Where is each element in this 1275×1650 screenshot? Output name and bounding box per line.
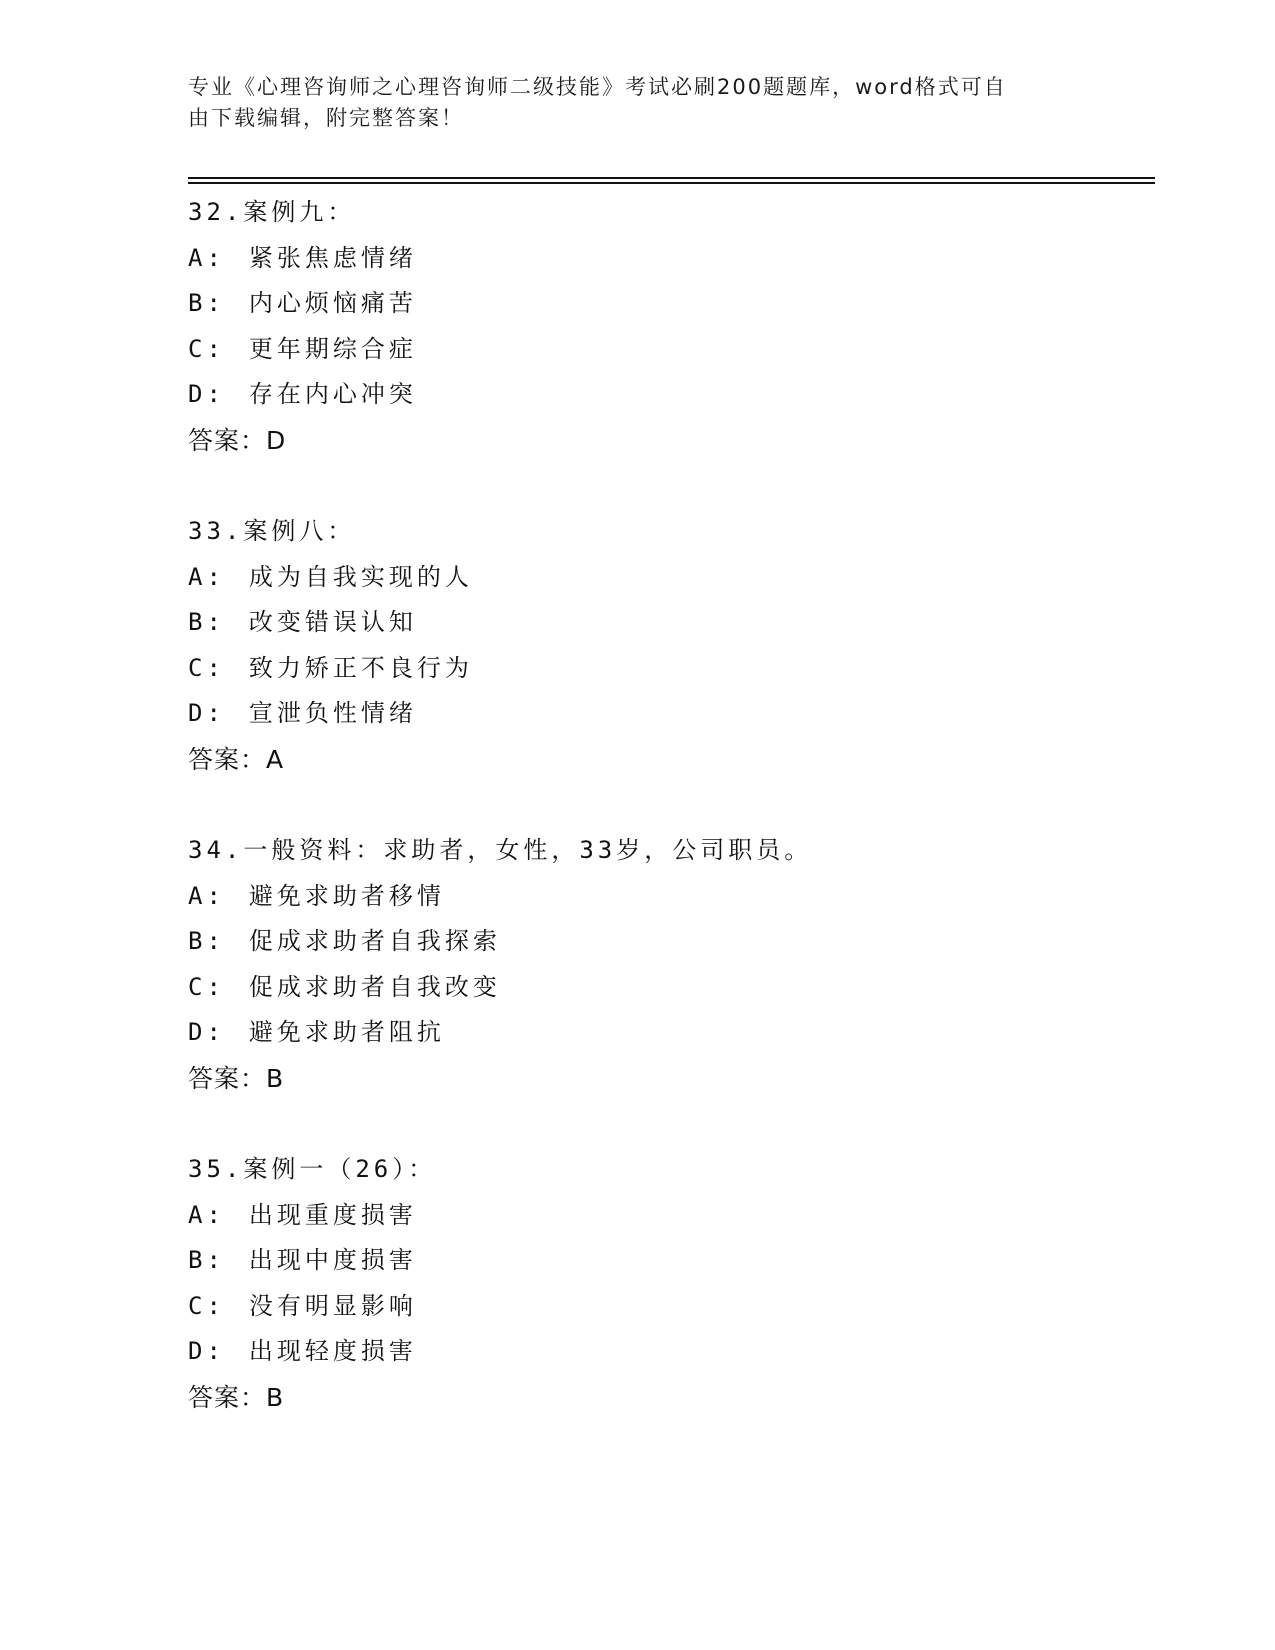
option-letter: A:	[188, 562, 225, 591]
option-text: 紧张焦虑情绪	[248, 243, 417, 272]
option-text: 出现中度损害	[248, 1246, 417, 1274]
question-34	[188, 828, 1148, 1102]
option-letter: B:	[188, 289, 225, 317]
option-a	[188, 1193, 1148, 1239]
option-b	[188, 919, 1148, 965]
option-letter: A:	[188, 1200, 225, 1229]
option-b	[188, 1238, 1148, 1284]
option-text: 更年期综合症	[248, 334, 417, 363]
header-line-2: 由下载编辑，附完整答案！	[188, 106, 464, 130]
option-text: 宣泄负性情绪	[248, 699, 417, 727]
option-text: 避免求助者移情	[248, 881, 445, 910]
answer-line: 答案：A	[188, 744, 285, 774]
option-c	[188, 646, 1148, 692]
answer-line: 答案：B	[188, 1063, 285, 1093]
option-text: 存在内心冲突	[248, 380, 417, 408]
option-letter: B:	[188, 1246, 225, 1274]
option-b	[188, 600, 1148, 646]
question-35	[188, 1147, 1148, 1421]
option-text: 致力矫正不良行为	[248, 653, 473, 682]
option-a	[188, 555, 1148, 601]
option-letter: D:	[188, 380, 225, 408]
option-text: 内心烦恼痛苦	[248, 289, 417, 317]
question-stem: 32.案例九：	[188, 198, 356, 226]
option-letter: C:	[188, 653, 225, 682]
option-text: 成为自我实现的人	[248, 562, 473, 591]
option-b	[188, 281, 1148, 327]
question-stem: 35.案例一（26）：	[188, 1155, 437, 1183]
option-text: 没有明显影响	[248, 1291, 417, 1320]
option-letter: A:	[188, 243, 225, 272]
header-line-1: 专业《心理咨询师之心理咨询师二级技能》考试必刷200题题库，word格式可自	[188, 75, 1007, 99]
option-letter: B:	[188, 927, 225, 955]
header-divider-top	[188, 177, 1155, 179]
document-header	[188, 72, 1068, 134]
option-letter: A:	[188, 881, 225, 910]
option-text: 促成求助者自我改变	[248, 972, 501, 1001]
option-letter: D:	[188, 699, 225, 727]
answer-line: 答案：B	[188, 1382, 285, 1412]
option-letter: D:	[188, 1337, 225, 1365]
option-text: 改变错误认知	[248, 608, 417, 636]
option-text: 出现重度损害	[248, 1200, 417, 1229]
option-text: 避免求助者阻抗	[248, 1018, 445, 1046]
option-a	[188, 236, 1148, 282]
option-letter: C:	[188, 1291, 225, 1320]
header-divider-bottom	[188, 182, 1155, 184]
question-32	[188, 190, 1148, 464]
option-d	[188, 1329, 1148, 1375]
option-d	[188, 372, 1148, 418]
option-c	[188, 327, 1148, 373]
option-d	[188, 691, 1148, 737]
answer-line: 答案：D	[188, 425, 287, 455]
question-33	[188, 509, 1148, 783]
option-text: 出现轻度损害	[248, 1337, 417, 1365]
option-c	[188, 1284, 1148, 1330]
option-letter: C:	[188, 334, 225, 363]
option-letter: B:	[188, 608, 225, 636]
option-letter: D:	[188, 1018, 225, 1046]
option-text: 促成求助者自我探索	[248, 927, 501, 955]
question-stem: 34.一般资料：求助者，女性，33岁，公司职员。	[188, 836, 813, 864]
option-a	[188, 874, 1148, 920]
question-stem: 33.案例八：	[188, 517, 356, 545]
option-letter: C:	[188, 972, 225, 1001]
option-c	[188, 965, 1148, 1011]
option-d	[188, 1010, 1148, 1056]
